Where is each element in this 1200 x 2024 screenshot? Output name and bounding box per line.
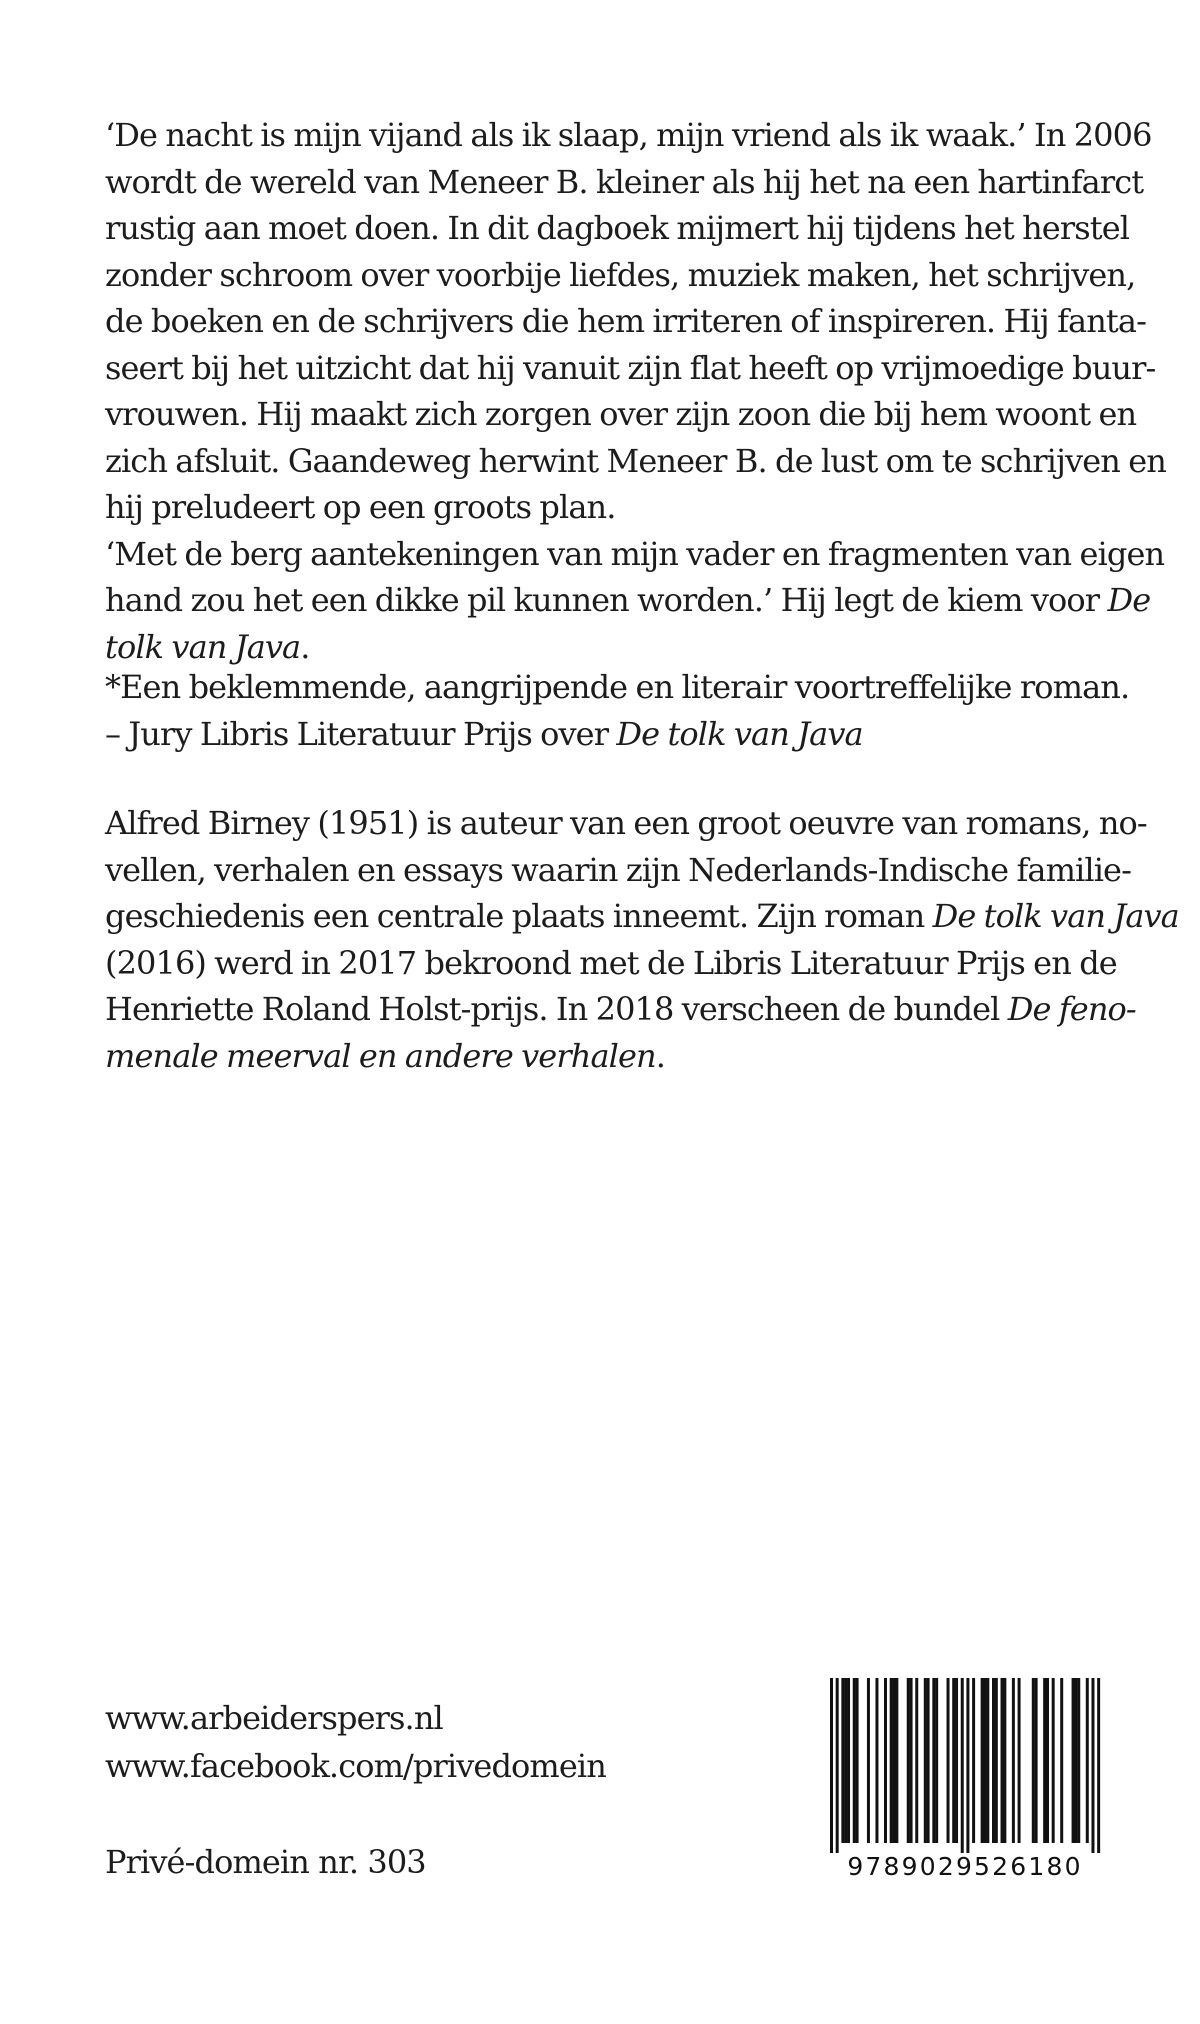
barcode-bar	[907, 1678, 910, 1843]
blurb-line: seert bij het uitzicht dat hij vanuit zijn flat heeft op vrijmoedige buur-	[105, 348, 1156, 387]
isbn-digits: 9789029526180	[847, 1852, 1083, 1881]
quote-attribution	[105, 711, 1095, 758]
barcode-bar	[910, 1678, 913, 1843]
bio-text: Henriette Roland Holst-prijs. In 2018 verscheen de bundel	[105, 990, 1008, 1028]
barcode-bar	[927, 1678, 930, 1843]
blurb-line	[105, 577, 1151, 624]
book-title: De tolk van Java	[616, 714, 863, 753]
barcode-bar	[830, 1678, 833, 1853]
book-title: tolk van Java	[105, 627, 301, 666]
barcode-bar	[875, 1678, 878, 1843]
blurb-line: zonder schroom over voorbije liefdes, muziek maken, het schrijven,	[105, 255, 1136, 294]
barcode-graphic	[830, 1678, 1100, 1853]
blurb-line: wordt de wereld van Meneer B. kleiner als hij het na een hartinfarct	[105, 162, 1144, 201]
barcode-bar	[1086, 1678, 1089, 1843]
barcode-bar	[847, 1678, 850, 1843]
bio-line: vellen, verhalen en essays waarin zijn Nederlands-Indische familie-	[105, 850, 1131, 889]
barcode-bar	[924, 1678, 927, 1843]
bio-line: Alfred Birney (1951) is auteur van een groot oeuvre van romans, no-	[105, 804, 1147, 842]
barcode-bar	[884, 1678, 887, 1843]
series-number: Privé-domein nr. 303	[105, 1843, 426, 1881]
review-quote	[105, 664, 1130, 757]
barcode-bar	[895, 1678, 898, 1843]
blurb-paragraph	[105, 112, 1166, 670]
barcode-bar	[983, 1678, 986, 1843]
barcode-bar	[867, 1678, 870, 1843]
bio-text: geschiedenis een centrale plaats inneemt. Zijn roman	[105, 897, 933, 935]
barcode-bar	[961, 1678, 964, 1853]
author-bio	[105, 800, 1179, 1079]
book-title: De tolk van Java	[932, 897, 1179, 935]
barcode-bar	[972, 1678, 975, 1843]
blurb-line: hij preludeert op een groots plan.	[105, 488, 616, 526]
facebook-link[interactable]: www.facebook.com/privedomein	[105, 1747, 606, 1785]
barcode-bar	[981, 1678, 984, 1843]
blurb-line: de boeken en de schrijvers die hem irriteren of inspireren. Hij fanta-	[105, 302, 1146, 340]
bio-text: .	[655, 1036, 665, 1075]
barcode-bar	[1052, 1678, 1055, 1843]
book-title: De feno-	[1007, 990, 1136, 1028]
barcode-bar	[841, 1678, 844, 1843]
barcode-bar	[1001, 1678, 1004, 1843]
book-title: menale meerval en andere verhalen	[105, 1036, 656, 1075]
barcode-bar	[1046, 1678, 1049, 1843]
blurb-line: zich afsluit. Gaandeweg herwint Meneer B. de lust om te schrijven en	[105, 441, 1166, 480]
barcode-bar	[853, 1678, 856, 1843]
barcode-bar	[1043, 1678, 1046, 1843]
barcode-bar	[1032, 1678, 1035, 1843]
quote-source: – Jury Libris Literatuur Prijs over	[105, 714, 617, 753]
bio-line: (2016) werd in 2017 bekroond met de Libris Literatuur Prijs en de	[105, 943, 1117, 982]
publisher-website-link[interactable]: www.arbeiderspers.nl	[105, 1699, 443, 1737]
barcode-bar	[1035, 1678, 1038, 1843]
blurb-text: hand zou het een dikke pil kunnen worden.’ Hij legt de kiem voor	[105, 581, 1108, 619]
barcode-bar	[893, 1678, 896, 1843]
barcode-bar	[995, 1678, 998, 1843]
barcode-bar	[1060, 1678, 1063, 1843]
publisher-links	[105, 1694, 606, 1790]
book-title: De	[1107, 581, 1151, 619]
barcode-bar	[1072, 1678, 1075, 1843]
barcode-bar	[1074, 1678, 1077, 1843]
barcode-bar	[1018, 1678, 1021, 1843]
blurb-line: rustig aan moet doen. In dit dagboek mijmert hij tijdens het herstel	[105, 209, 1130, 247]
quote-text: *Een beklemmende, aangrijpende en literair voortreffelijke roman.	[105, 668, 1130, 706]
barcode-bar	[1091, 1678, 1094, 1853]
bio-line	[105, 986, 1136, 1033]
barcode-bar	[1097, 1678, 1100, 1853]
barcode-bar	[836, 1678, 839, 1853]
barcode-bar	[992, 1678, 995, 1843]
bio-line	[105, 1033, 1095, 1080]
barcode-bar	[1003, 1678, 1006, 1843]
barcode-bar	[1077, 1678, 1080, 1843]
blurb-line: vrouwen. Hij maakt zich zorgen over zijn zoon die bij hem woont en	[105, 395, 1137, 433]
barcode-bar	[915, 1678, 918, 1843]
bio-line	[105, 893, 1179, 940]
blurb-line: ‘Met de berg aantekeningen van mijn vader en fragmenten van eigen	[105, 534, 1165, 573]
barcode-bar	[890, 1678, 893, 1843]
barcode-bar	[1012, 1678, 1015, 1843]
barcode-bar	[955, 1678, 958, 1843]
barcode-bar	[844, 1678, 847, 1843]
barcode-bar	[966, 1678, 969, 1853]
blurb-line: ‘De nacht is mijn vijand als ik slaap, mijn vriend als ik waak.’ In 2006	[105, 116, 1152, 154]
barcode-bar	[935, 1678, 938, 1843]
barcode-bar	[952, 1678, 955, 1843]
barcode-bar	[932, 1678, 935, 1843]
barcode-bar	[856, 1678, 859, 1843]
barcode-bar	[947, 1678, 950, 1843]
barcode-bar	[986, 1678, 989, 1843]
blurb-text: .	[300, 627, 310, 666]
